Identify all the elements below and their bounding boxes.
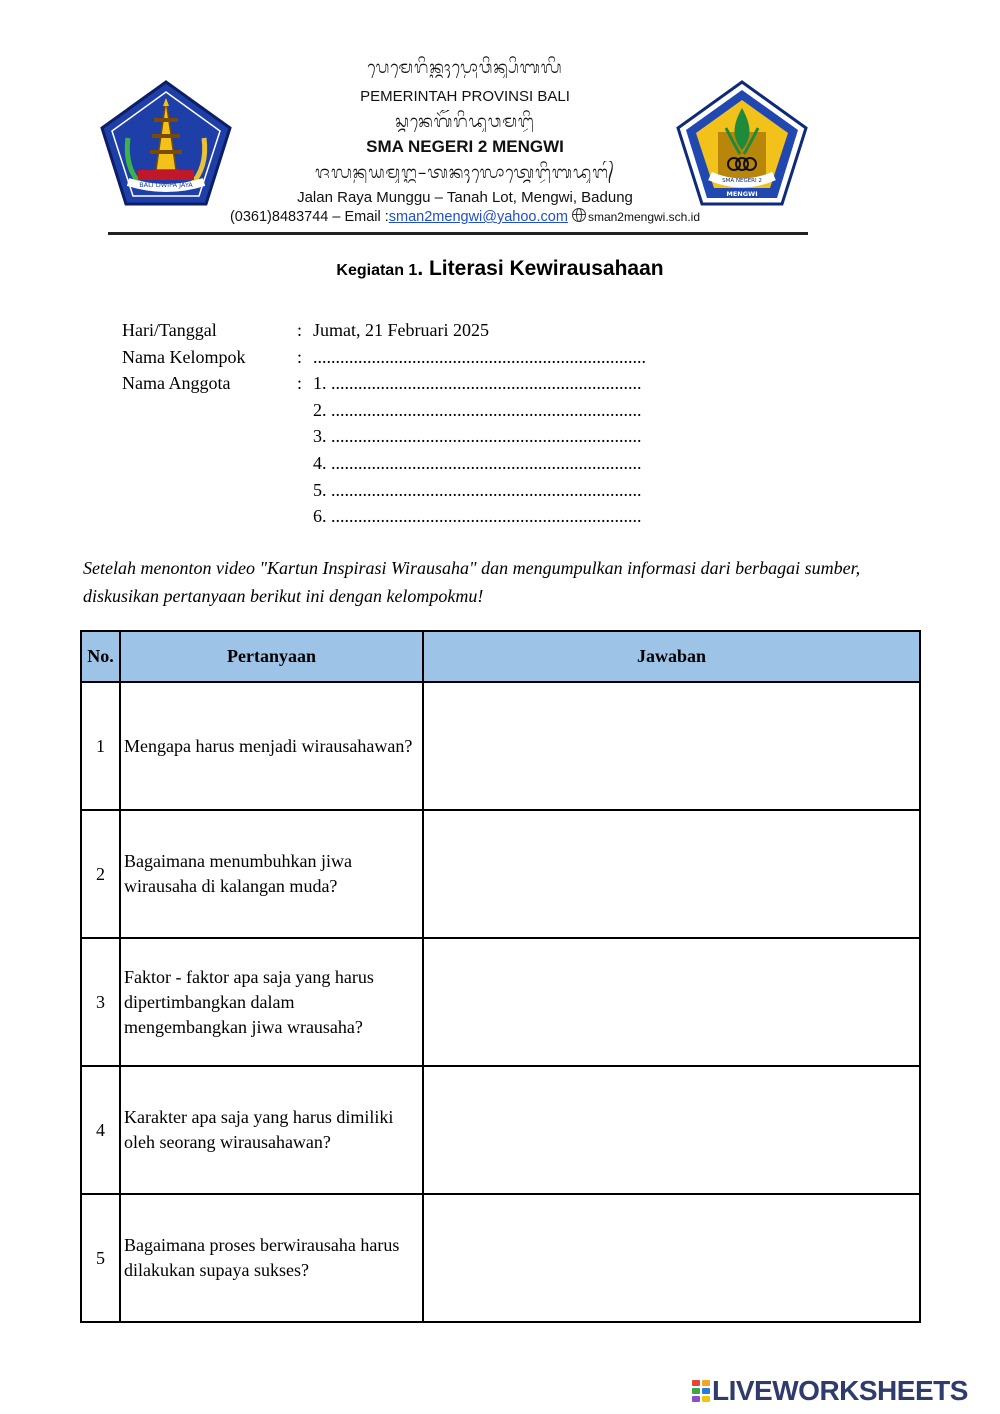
school-logo — [674, 78, 810, 210]
table-row — [81, 1066, 920, 1194]
members-colon: : — [297, 373, 303, 394]
member-field-2[interactable]: 2. ..................................................................... — [313, 399, 642, 420]
globe-icon — [572, 208, 586, 222]
logo-left-motto: BALI DWIPA JAYA — [139, 181, 193, 189]
answer-cell[interactable] — [423, 810, 920, 938]
question-text: Bagaimana proses berwirausaha harus dilakukan supaya sukses? — [120, 1194, 423, 1322]
table-row — [81, 682, 920, 810]
letterhead-aksara-1: ᬧᬾᬫᬾᬭᬶᬦ᭄ᬢᬄᬧ᭄ᬭᭀᬯᬶᬦ᭄ᬲᬶᬩᬮᬶ — [367, 58, 563, 78]
member-field-4[interactable]: 4. ..................................................................... — [313, 453, 642, 473]
row-number: 3 — [81, 938, 120, 1066]
date-colon: : — [297, 320, 303, 340]
school-contact — [190, 208, 740, 225]
answer-cell[interactable] — [423, 1194, 920, 1322]
member-field-6[interactable]: 6. ..................................................................... — [313, 506, 642, 527]
phone-email-label: (0361)8483744 – Email : — [229, 209, 389, 225]
group-colon: : — [297, 346, 303, 367]
members-label: Nama Anggota — [122, 373, 231, 394]
row-number: 5 — [81, 1194, 120, 1322]
table-row — [81, 1194, 920, 1322]
group-name-field[interactable]: .......................................................................... — [313, 346, 646, 367]
question-text: Faktor - faktor apa saja yang harus dipertimbangkan dalam mengembangkan jiwa wrausaha? — [120, 938, 423, 1066]
table-header-row — [81, 631, 920, 682]
table-row — [81, 810, 920, 938]
liveworksheets-logo-icon — [692, 1380, 710, 1402]
school-address: Jalan Raya Munggu – Tanah Lot, Mengwi, Badung — [297, 189, 633, 206]
email-link[interactable]: sman2mengwi@yahoo.com — [388, 209, 568, 225]
letterhead-aksara-3: ᬚᬮᬦ᭄ᬭᬬᬫᬸᬗ᭄ᬕᬸ–ᬢᬦᬄᬮᭀᬢ᭄ᬫᬾᬗ᭄ᬯᬶᬩᬤᬸᬗ᭄ — [315, 163, 615, 183]
row-number: 2 — [81, 810, 120, 938]
question-text: Bagaimana menumbuhkan jiwa wirausaha di kalangan muda? — [120, 810, 423, 938]
member-field-3[interactable]: 3. ..................................................................... — [313, 426, 642, 447]
member-field-1[interactable]: 1. ..................................................................... — [313, 373, 642, 394]
header-no: No. — [81, 631, 120, 682]
table-row — [81, 938, 920, 1066]
school-name: SMA NEGERI 2 MENGWI — [366, 137, 564, 156]
province-name: PEMERINTAH PROVINSI BALI — [360, 88, 570, 105]
row-number: 1 — [81, 682, 120, 810]
question-text: Karakter apa saja yang harus dimiliki oleh seorang wirausahawan? — [120, 1066, 423, 1194]
activity-number: Kegiatan 1 — [336, 262, 418, 279]
date-label: Hari/Tanggal — [122, 320, 217, 340]
answer-cell[interactable] — [423, 938, 920, 1066]
question-text: Mengapa harus menjadi wirausahawan? — [120, 682, 423, 810]
liveworksheets-brand[interactable] — [692, 1376, 968, 1406]
header-answer: Jawaban — [423, 631, 920, 682]
activity-title — [0, 257, 1000, 281]
date-value: Jumat, 21 Februari 2025 — [313, 320, 489, 340]
group-label: Nama Kelompok — [122, 346, 246, 367]
row-number: 4 — [81, 1066, 120, 1194]
website-text: sman2mengwi.sch.id — [587, 210, 701, 224]
logo-right-caption: MENGWI — [726, 190, 758, 198]
letterhead-aksara-2: ᬲ᭄ᬫᬦᬾᬕᭂᬭᬶᬤᬸᬯᬫᬗ᭄ᬯᬶ — [395, 112, 535, 132]
logo-right-school: SMA NEGERI 2 — [722, 178, 762, 184]
letterhead-divider — [108, 232, 808, 235]
member-field-5[interactable]: 5. ..................................................................... — [313, 479, 642, 500]
question-table — [80, 630, 921, 1323]
answer-cell[interactable] — [423, 1066, 920, 1194]
activity-name: . Literasi Kewirausahaan — [417, 257, 664, 280]
brand-text: LIVEWORKSHEETS — [712, 1375, 968, 1406]
instruction-text: Setelah menonton video "Kartun Inspirasi Wirausaha" dan mengumpulkan informasi dari berbagai sumber, diskusikan pertanyaan berikut ini dengan kelompokmu! — [83, 558, 861, 606]
header-question: Pertanyaan — [120, 631, 423, 682]
answer-cell[interactable] — [423, 682, 920, 810]
